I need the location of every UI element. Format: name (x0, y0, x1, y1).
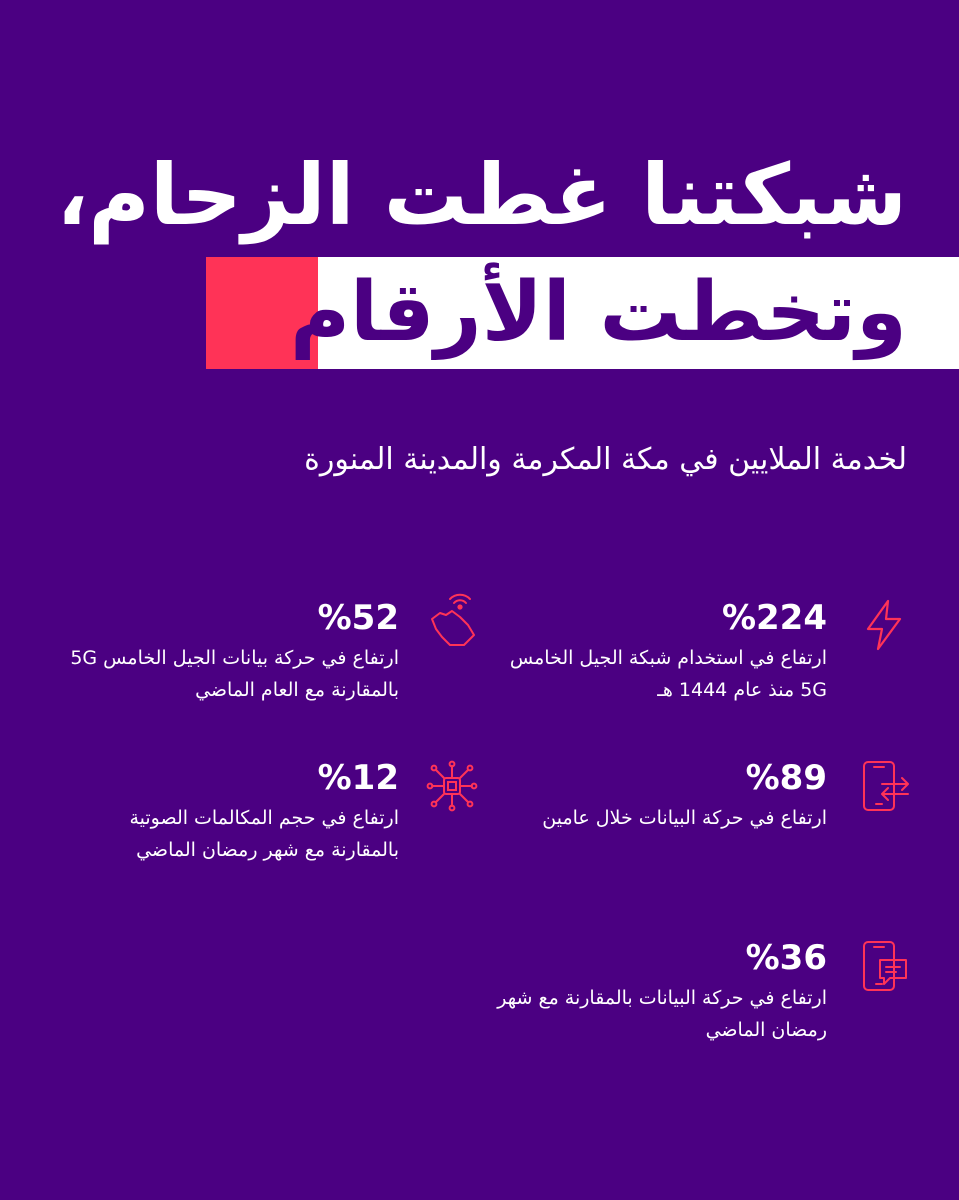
saudi-map-signal-icon (424, 593, 480, 649)
stat-value: %89 (745, 758, 827, 798)
stat-value: %52 (317, 598, 399, 638)
stat-description: ارتفاع في حركة بيانات الجيل الخامس 5G بالمقارنة مع العام الماضي (70, 647, 399, 701)
stat-89 (497, 756, 827, 834)
stat-36 (497, 936, 827, 1046)
headline-line-1: شبكتنا غطت الزحام، (56, 146, 907, 244)
stat-12 (69, 756, 399, 866)
stat-224 (497, 596, 827, 706)
phone-transfer-icon (858, 758, 914, 814)
stat-52 (69, 596, 399, 706)
stat-description: ارتفاع في حركة البيانات بالمقارنة مع شهر رمضان الماضي (497, 987, 827, 1041)
headline-line-2: وتخطت الأرقام (289, 265, 907, 360)
stat-description: ارتفاع في حجم المكالمات الصوتية بالمقارنة مع شهر رمضان الماضي (129, 807, 399, 861)
stat-value: %36 (745, 938, 827, 978)
stat-value: %224 (721, 598, 827, 638)
lightning-icon (856, 597, 912, 653)
phone-message-icon (858, 938, 914, 994)
network-chip-icon (424, 758, 480, 814)
stat-description: ارتفاع في استخدام شبكة الجيل الخامس 5G منذ عام 1444 هـ (509, 647, 827, 701)
stat-value: %12 (317, 758, 399, 798)
subtitle: لخدمة الملايين في مكة المكرمة والمدينة المنورة (304, 442, 907, 477)
stat-description: ارتفاع في حركة البيانات خلال عامين (542, 807, 827, 829)
